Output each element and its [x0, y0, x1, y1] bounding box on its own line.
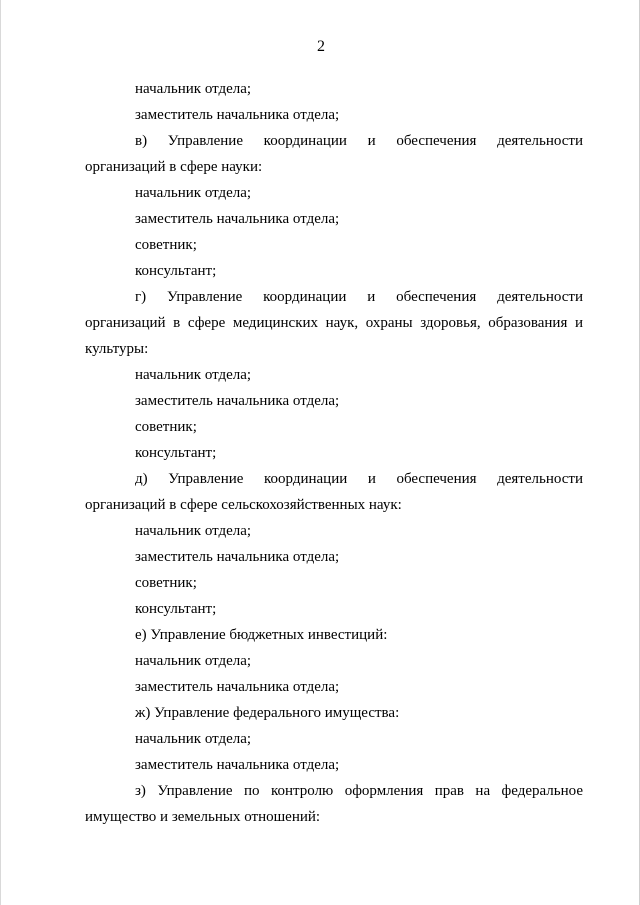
text-line: з) Управление по контролю оформления прав на федеральное: [135, 783, 583, 799]
text-line: начальник отдела;: [135, 653, 252, 669]
text-line: е) Управление бюджетных инвестиций:: [135, 627, 388, 643]
text-line: советник;: [135, 237, 197, 253]
text-line: советник;: [135, 419, 197, 435]
text-line: организаций в сфере сельскохозяйственных наук:: [85, 497, 402, 513]
text-line: заместитель начальника отдела;: [135, 679, 340, 695]
text-line: консультант;: [135, 263, 217, 279]
text-line: заместитель начальника отдела;: [135, 211, 340, 227]
page-number: 2: [317, 38, 325, 55]
text-line: советник;: [135, 575, 197, 591]
text-line: заместитель начальника отдела;: [135, 393, 340, 409]
text-line: заместитель начальника отдела;: [135, 549, 340, 565]
text-line: начальник отдела;: [135, 185, 252, 201]
text-line: организаций в сфере науки:: [85, 159, 263, 175]
text-line: в) Управление координации и обеспечения деятельности: [135, 133, 583, 149]
text-line: г) Управление координации и обеспечения деятельности: [135, 289, 583, 305]
text-line: культуры:: [85, 341, 149, 357]
text-line: заместитель начальника отдела;: [135, 757, 340, 773]
text-line: начальник отдела;: [135, 367, 252, 383]
text-line: заместитель начальника отдела;: [135, 107, 340, 123]
text-line: консультант;: [135, 601, 217, 617]
text-line: имущество и земельных отношений:: [85, 809, 321, 825]
text-line: начальник отдела;: [135, 731, 252, 747]
text-line: ж) Управление федерального имущества:: [135, 705, 400, 721]
document-body: [85, 76, 583, 830]
text-line: организаций в сфере медицинских наук, охраны здоровья, образования и: [85, 315, 583, 331]
text-line: начальник отдела;: [135, 523, 252, 539]
text-line: начальник отдела;: [135, 81, 252, 97]
text-line: консультант;: [135, 445, 217, 461]
text-line: д) Управление координации и обеспечения деятельности: [135, 471, 583, 487]
